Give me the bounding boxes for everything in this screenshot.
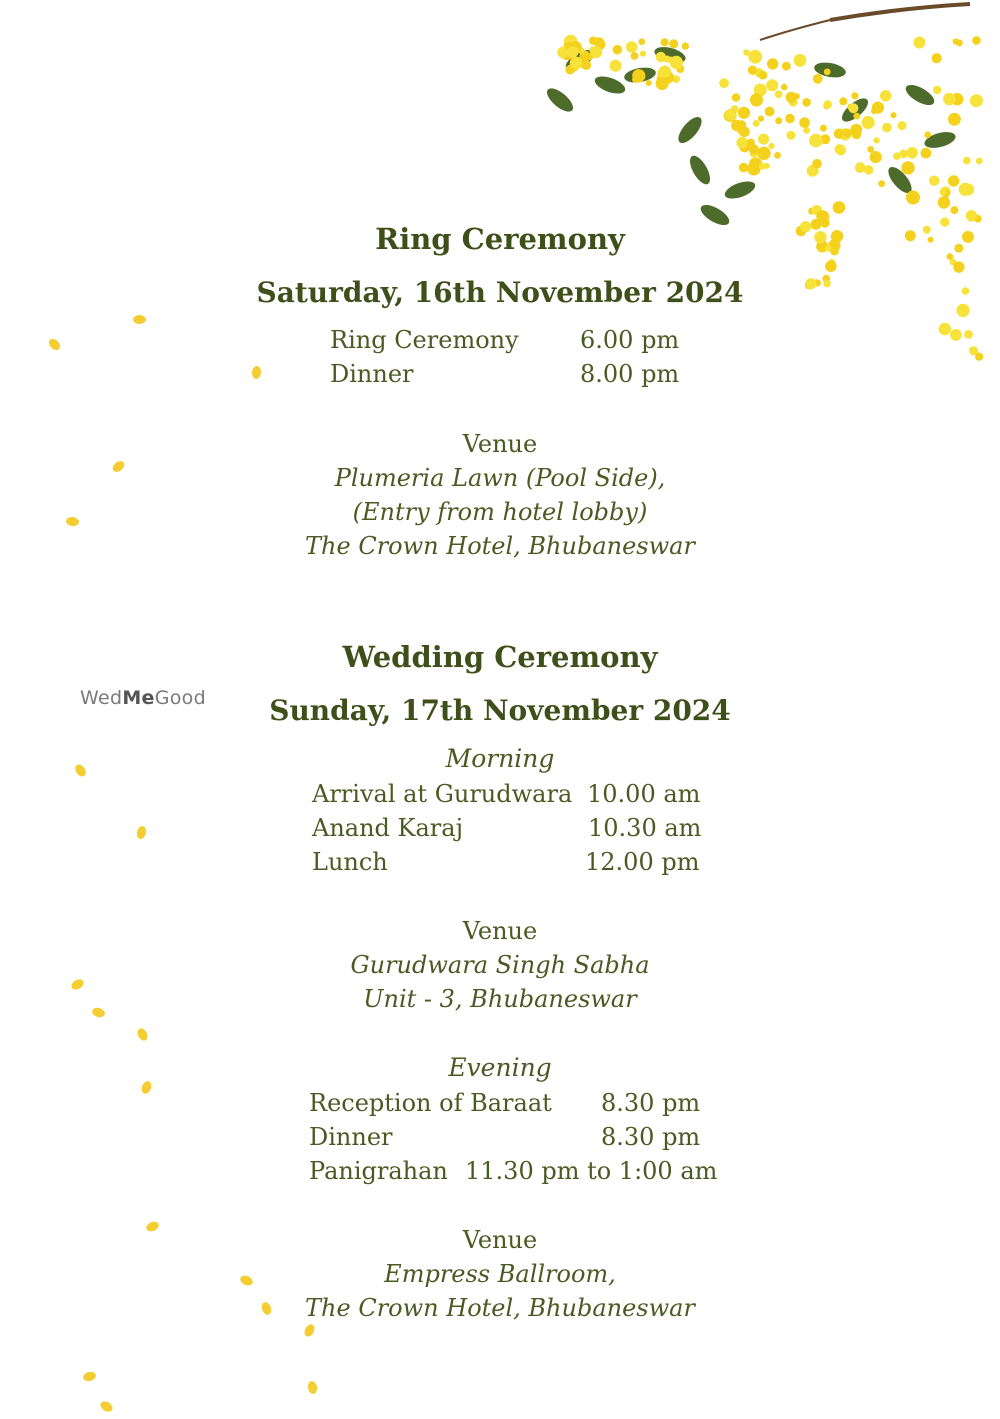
leaf-icon <box>903 81 938 109</box>
event-name: Anand Karaj <box>312 814 464 842</box>
flower-icon <box>799 117 810 128</box>
flower-icon <box>913 37 925 49</box>
flower-icon <box>786 131 795 140</box>
leaf-icon <box>593 73 628 97</box>
flower-icon <box>824 100 832 108</box>
flower-icon <box>871 108 877 114</box>
flower-icon <box>963 157 971 165</box>
flower-icon <box>932 53 942 63</box>
petal-icon <box>307 1380 318 1394</box>
flower-icon <box>656 77 669 90</box>
flower-icon <box>626 41 638 53</box>
evening-venue-line: The Crown Hotel, Bhubaneswar <box>305 1294 695 1322</box>
flower-icon <box>736 137 747 148</box>
flower-icon <box>661 38 669 46</box>
flower-icon <box>874 137 880 143</box>
flower-icon <box>833 201 846 214</box>
leaf-icon <box>543 84 577 115</box>
morning-venue-label: Venue <box>462 917 538 945</box>
petal-icon <box>302 1323 316 1339</box>
flower-icon <box>781 84 788 91</box>
wedding-ceremony-date: Sunday, 17th November 2024 <box>269 694 731 727</box>
flower-icon <box>631 52 639 60</box>
flower-icon <box>775 90 783 98</box>
event-time: 10.30 am <box>588 814 702 842</box>
flower-icon <box>970 94 983 107</box>
event-time: 10.00 am <box>587 780 701 808</box>
flower-icon <box>582 60 592 70</box>
flower-icon <box>750 93 763 106</box>
petal-icon <box>133 315 146 324</box>
evening-label: Evening <box>448 1053 552 1082</box>
leaf-icon <box>674 113 705 147</box>
flower-icon <box>759 163 766 170</box>
flower-icon <box>867 146 874 153</box>
flower-icon <box>748 66 757 75</box>
flower-icon <box>659 66 671 78</box>
branch-icon <box>760 4 970 40</box>
flower-icon <box>682 42 689 49</box>
flower-icon <box>948 175 959 186</box>
flower-icon <box>632 76 639 83</box>
flower-icon <box>639 38 646 45</box>
flower-icon <box>839 97 847 105</box>
flower-icon <box>851 92 858 99</box>
flower-icon <box>950 206 958 214</box>
flower-icon <box>939 323 951 335</box>
flower-icon <box>567 46 578 57</box>
flower-icon <box>924 131 931 138</box>
flower-icon <box>557 47 568 58</box>
flower-icon <box>590 46 602 58</box>
flower-icon <box>749 144 759 154</box>
leaf-icon <box>686 153 714 188</box>
flower-icon <box>669 39 678 48</box>
flower-icon <box>870 151 882 163</box>
flower-icon <box>890 112 896 118</box>
ring-ceremony-title: Ring Ceremony <box>375 222 625 256</box>
flower-icon <box>878 180 885 187</box>
morning-venue-line: Unit - 3, Bhubaneswar <box>363 985 637 1013</box>
flower-icon <box>613 45 623 55</box>
flower-icon <box>956 39 963 46</box>
flower-icon <box>766 79 778 91</box>
petal-icon <box>136 1027 150 1043</box>
flower-icon <box>640 51 646 57</box>
flower-icon <box>743 49 749 55</box>
event-name: Dinner <box>309 1123 393 1151</box>
flower-icon <box>939 189 946 196</box>
ring-ceremony-date: Saturday, 16th November 2024 <box>256 276 744 309</box>
watermark-prefix: Wed <box>80 687 123 709</box>
flower-icon <box>906 147 918 159</box>
ring-venue-line: Plumeria Lawn (Pool Side), <box>334 464 666 492</box>
flower-icon <box>812 159 822 169</box>
flower-icon <box>809 134 823 148</box>
event-time: 6.00 pm <box>580 326 680 354</box>
event-time: 11.30 pm to 1:00 am <box>465 1157 718 1185</box>
petal-icon <box>140 1080 153 1095</box>
flower-icon <box>825 261 837 273</box>
evening-venue-line: Empress Ballroom, <box>384 1260 616 1288</box>
flower-icon <box>850 124 862 136</box>
flower-icon <box>664 56 671 63</box>
flower-icon <box>906 191 920 205</box>
flower-icon <box>732 93 741 102</box>
flower-icon <box>813 74 823 84</box>
ring-venue-label: Venue <box>462 430 538 458</box>
flower-icon <box>794 54 807 67</box>
event-name: Arrival at Gurudwara <box>312 780 573 808</box>
flower-icon <box>739 163 749 173</box>
flower-icon <box>882 123 892 133</box>
flower-icon <box>972 36 981 45</box>
flower-icon <box>802 98 811 107</box>
flower-icon <box>966 189 973 196</box>
watermark-suffix: Good <box>154 687 206 709</box>
morning-label: Morning <box>445 744 555 773</box>
evening-venue-label: Venue <box>462 1226 538 1254</box>
flower-icon <box>589 36 598 45</box>
flower-icon <box>836 145 847 156</box>
flower-icon <box>950 329 962 341</box>
ring-venue-line: (Entry from hotel lobby) <box>352 498 648 526</box>
flower-icon <box>775 117 782 124</box>
flower-icon <box>901 161 914 174</box>
flower-icon <box>767 58 778 69</box>
flower-icon <box>731 120 743 132</box>
event-time: 12.00 pm <box>585 848 700 876</box>
flower-icon <box>646 80 652 86</box>
petal-icon <box>136 825 148 840</box>
flower-icon <box>834 129 844 139</box>
ring-schedule <box>330 326 680 396</box>
flower-icon <box>758 134 769 145</box>
flower-icon <box>948 113 961 126</box>
petal-icon <box>82 1370 97 1382</box>
event-time: 8.30 pm <box>601 1123 701 1151</box>
flower-icon <box>929 176 939 186</box>
wedding-ceremony-title: Wedding Ceremony <box>342 640 658 674</box>
petal-icon <box>99 1399 115 1414</box>
flower-icon <box>820 125 827 132</box>
flower-icon <box>824 69 831 76</box>
flower-icon <box>738 107 750 119</box>
flower-icon <box>757 147 770 160</box>
flower-icon <box>862 116 875 129</box>
event-time: 8.00 pm <box>580 360 680 388</box>
flower-icon <box>964 330 973 339</box>
flower-icon <box>976 158 983 165</box>
flower-icon <box>768 143 774 149</box>
leaf-icon <box>723 178 758 202</box>
petal-icon <box>47 337 62 353</box>
flower-icon <box>933 86 941 94</box>
flower-icon <box>786 92 797 103</box>
event-name: Lunch <box>312 848 388 876</box>
flower-icon <box>966 210 977 221</box>
event-time: 8.30 pm <box>601 1089 701 1117</box>
morning-schedule <box>312 780 702 884</box>
flower-icon <box>921 148 932 159</box>
flower-icon <box>898 121 907 130</box>
flower-icon <box>758 116 764 122</box>
event-name: Ring Ceremony <box>330 326 519 354</box>
flower-icon <box>938 196 950 208</box>
flower-icon <box>774 152 781 159</box>
flower-icon <box>880 90 891 101</box>
evening-schedule <box>309 1089 718 1193</box>
flower-icon <box>670 56 683 69</box>
flower-icon <box>975 353 983 361</box>
flower-icon <box>893 152 901 160</box>
morning-venue-line: Gurudwara Singh Sabha <box>350 951 650 979</box>
flower-icon <box>943 93 955 105</box>
flower-icon <box>759 71 768 80</box>
flower-icon <box>610 60 622 72</box>
petal-icon <box>252 366 262 380</box>
flower-icon <box>953 261 964 272</box>
flower-icon <box>855 162 866 173</box>
flower-icon <box>570 57 583 70</box>
event-name: Reception of Baraat <box>309 1089 552 1117</box>
flower-icon <box>748 50 762 64</box>
flower-icon <box>853 113 860 120</box>
flower-icon <box>719 78 729 88</box>
flower-icon <box>753 120 760 127</box>
flower-icon <box>765 107 775 117</box>
flower-icon <box>848 103 858 113</box>
flower-icon <box>785 114 795 124</box>
ring-venue-line: The Crown Hotel, Bhubaneswar <box>305 532 695 560</box>
event-name: Dinner <box>330 360 414 388</box>
watermark-middle: Me <box>122 687 155 709</box>
flower-icon <box>782 62 791 71</box>
flower-icon <box>725 110 736 121</box>
event-name: Panigrahan <box>309 1157 448 1185</box>
